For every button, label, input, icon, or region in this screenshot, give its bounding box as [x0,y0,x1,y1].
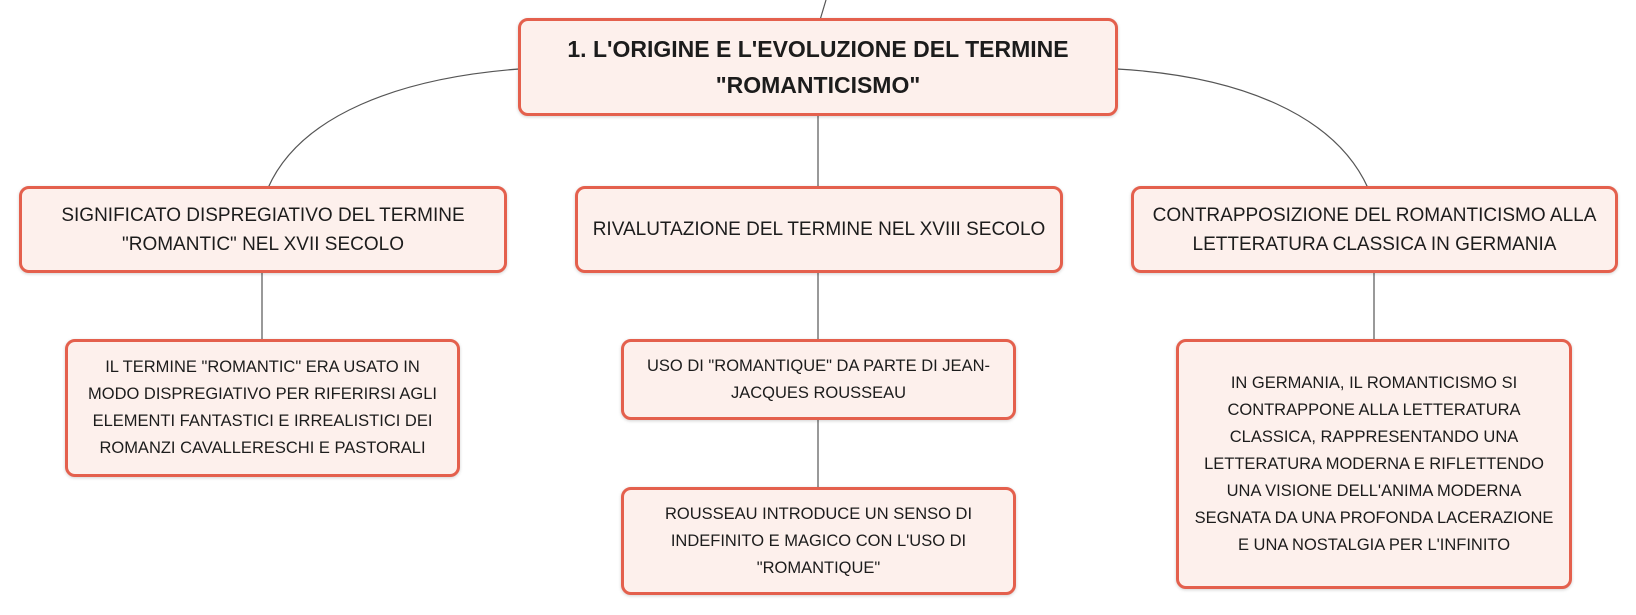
leaf-rousseau-uso[interactable] [621,339,1016,420]
leaf-germania[interactable] [1176,339,1572,589]
branch-rivalutazione-label: RIVALUTAZIONE DEL TERMINE NEL XVIII SECOLO [592,219,1046,240]
leaf-rousseau-uso-text: USO DI "ROMANTIQUE" DA PARTE DI JEAN-JACQUES ROUSSEAU [647,356,990,402]
root-topic[interactable] [518,18,1118,116]
connector-root-to-branch-3 [1117,69,1368,188]
branch-contrapposizione-label: CONTRAPPOSIZIONE DEL ROMANTICISMO ALLA LETTERATURA CLASSICA IN GERMANIA [1152,204,1597,255]
leaf-germania-text: IN GERMANIA, IL ROMANTICISMO SI CONTRAPPONE ALLA LETTERATURA CLASSICA, RAPPRESENTANDO UNA LETTERATURA MODERNA E RIFLETTENDO UNA VISIONE DELL'ANIMA MODERNA SEGNATA DA UNA PROFONDA LACERAZIONE E UNA NOSTALGIA PER L'INFINITO [1194,373,1554,554]
root-topic-label: 1. L'ORIGINE E L'EVOLUZIONE DEL TERMINE "ROMANTICISMO" [567,36,1069,98]
branch-contrapposizione[interactable] [1131,186,1618,273]
connector-parent-to-root [820,0,826,20]
leaf-rousseau-indefinito[interactable] [621,487,1016,595]
leaf-rousseau-indefinito-text: ROUSSEAU INTRODUCE UN SENSO DI INDEFINITO E MAGICO CON L'USO DI "ROMANTIQUE" [664,504,973,577]
branch-dispregiativo-label: SIGNIFICATO DISPREGIATIVO DEL TERMINE "ROMANTIC" NEL XVII SECOLO [61,204,465,255]
leaf-romantic-dispregiativo-text: IL TERMINE "ROMANTIC" ERA USATO IN MODO DISPREGIATIVO PER RIFERIRSI AGLI ELEMENTI FANTASTICI E IRREALISTICI DEI ROMANZI CAVALLERESCHI E PASTORALI [87,358,437,457]
branch-rivalutazione[interactable] [575,186,1063,273]
leaf-romantic-dispregiativo[interactable] [65,339,460,477]
branch-dispregiativo[interactable] [19,186,507,273]
connector-root-to-branch-1 [268,69,519,188]
